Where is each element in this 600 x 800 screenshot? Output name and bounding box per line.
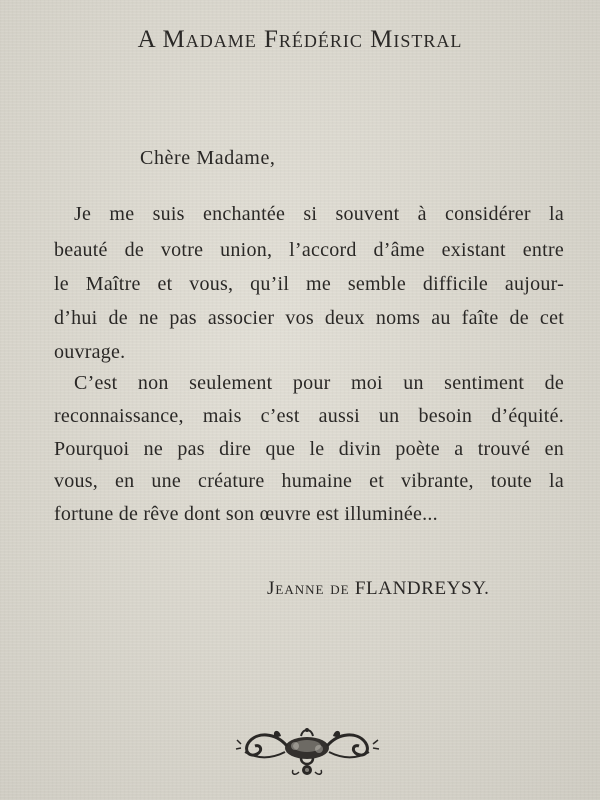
letter-line-5: ouvrage.: [54, 341, 126, 363]
letter-line-2: beauté de votre union, l’accord d’âme existant entre: [54, 239, 564, 261]
signature-last-name: FLANDREYSY.: [354, 578, 490, 599]
letter-line-4: d’hui de ne pas associer vos deux noms au faîte de cet: [54, 307, 564, 329]
letter-line-9: vous, en une créature humaine et vibrante, toute la: [54, 470, 564, 492]
letter-line-1: Je me suis enchantée si souvent à considérer la: [74, 203, 564, 225]
letter-line-7: reconnaissance, mais c’est aussi un besoin d’équité.: [54, 405, 564, 427]
floral-tailpiece-ornament-icon: [235, 722, 380, 780]
salutation: Chère Madame,: [140, 147, 276, 169]
dedication-title: A Madame Frédéric Mistral: [137, 26, 463, 53]
signature-first-name: Jeanne de: [267, 578, 350, 599]
letter-line-8: Pourquoi ne pas dire que le divin poète a trouvé en: [54, 438, 564, 460]
letter-line-10: fortune de rêve dont son œuvre est illuminée...: [54, 503, 438, 525]
signature: [267, 578, 489, 600]
letter-line-3: le Maître et vous, qu’il me semble difficile aujour-: [54, 273, 564, 295]
letter-line-6: C’est non seulement pour moi un sentiment de: [74, 372, 564, 394]
